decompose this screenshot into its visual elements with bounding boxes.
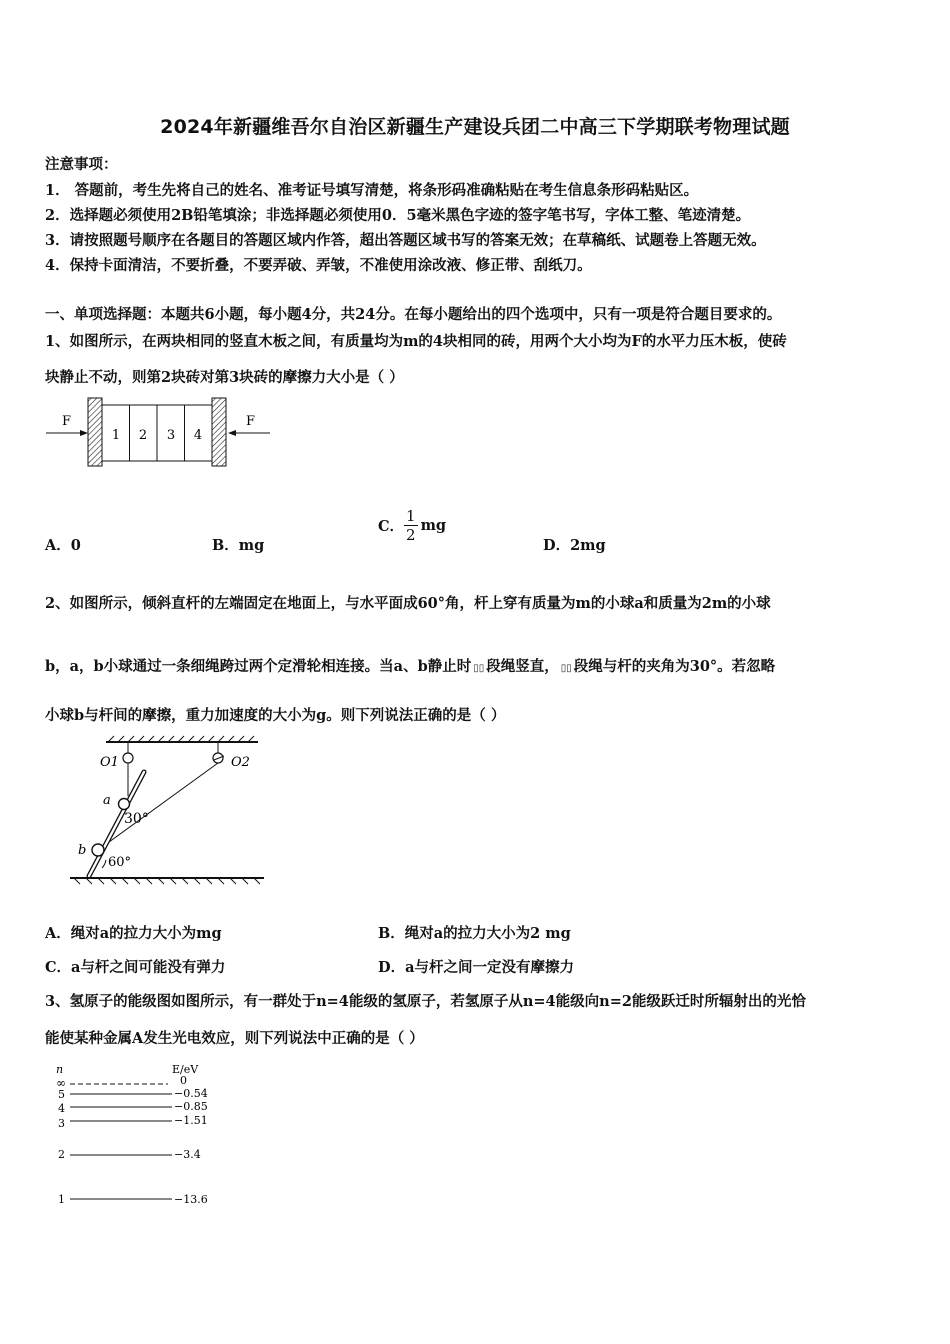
level-e-inf: 0 [180, 1074, 187, 1087]
brick-label-3: 3 [166, 428, 176, 443]
level-n-2: 2 [58, 1148, 65, 1161]
q3-energy-level-diagram [48, 1060, 228, 1210]
notice-item-1: 1． 答题前，考生先将自己的姓名、准考证号填写清楚，将条形码准确粘贴在考生信息条形码粘贴区。 [45, 182, 699, 199]
q3-stem-line2: 能使某种金属A发生光电效应，则下列说法中正确的是（ ） [45, 1030, 424, 1047]
broken-image-icon: ▯▯ [473, 663, 485, 674]
level-n-inf: ∞ [56, 1076, 66, 1090]
level-n-4: 4 [58, 1102, 65, 1115]
rope-inclined [98, 763, 218, 850]
pulley-o1 [123, 753, 133, 763]
q2-stem-line3: 小球b与杆间的摩擦，重力加速度的大小为g。则下列说法正确的是（ ） [45, 707, 506, 724]
q1-stem-line1: 1、如图所示，在两块相同的竖直木板之间，有质量均为m的4块相同的砖，用两个大小均为F的水平力压木板，使砖 [45, 333, 787, 350]
n-axis-label: n [56, 1063, 64, 1076]
brick-label-2: 2 [138, 428, 148, 443]
level-n-1: 1 [58, 1193, 65, 1206]
q2-option-a: A．绳对a的拉力大小为mg [45, 925, 222, 942]
level-n-3: 3 [58, 1117, 65, 1130]
label-o1: O1 [100, 755, 119, 770]
q1-option-d: D．2mg [543, 537, 606, 554]
level-e-3: −1.51 [174, 1114, 208, 1127]
label-b: b [78, 843, 87, 858]
q3-stem-line1: 3、氢原子的能级图如图所示，有一群处于n=4能级的氢原子，若氢原子从n=4能级向n=2能级跃迁时所辐射出的光恰 [45, 993, 806, 1010]
level-e-1: −13.6 [174, 1193, 208, 1206]
q1-stem-line2: 块静止不动，则第2块砖对第3块砖的摩擦力大小是（ ） [45, 369, 404, 386]
q2-stem-line2: b，a，b小球通过一条细绳跨过两个定滑轮相连接。当a、b静止时 ▯▯ 段绳竖直， ▯▯ 段绳与杆的夹角为30°。若忽略 [45, 658, 776, 675]
q2-option-c: C．a与杆之间可能没有弹力 [45, 959, 226, 976]
level-e-2: −3.4 [174, 1148, 201, 1161]
ball-a [119, 799, 130, 810]
q1-option-c: C． $\frac{1}{2}$ mg [378, 507, 447, 544]
level-n-5: 5 [58, 1088, 65, 1101]
left-force-label: F [62, 414, 72, 429]
notice-item-2: 2．选择题必须使用2B铅笔填涂；非选择题必须使用0．5毫米黑色字迹的签字笔书写，字体工整、笔迹清楚。 [45, 207, 751, 224]
brick-label-4: 4 [193, 428, 203, 443]
angle-60-label: 60° [108, 855, 132, 870]
broken-image-icon: ▯▯ [560, 663, 572, 674]
energy-axis-label: E/eV [172, 1063, 199, 1076]
left-board [88, 398, 102, 466]
q2-rod-pulley-figure [66, 732, 272, 886]
right-board [212, 398, 226, 466]
q1-brick-figure [44, 394, 274, 470]
brick-label-1: 1 [111, 428, 121, 443]
notice-item-3: 3．请按照题号顺序在各题目的答题区域内作答，超出答题区域书写的答案无效；在草稿纸、试题卷上答题无效。 [45, 232, 766, 249]
angle-30-label: 30° [124, 811, 149, 827]
section-heading: 一、单项选择题：本题共6小题，每小题4分，共24分。在每小题给出的四个选项中，只有一项是符合题目要求的。 [45, 306, 782, 323]
page-title: 2024年新疆维吾尔自治区新疆生产建设兵团二中高三下学期联考物理试题 [160, 116, 790, 138]
q2-option-b: B．绳对a的拉力大小为2 mg [378, 925, 571, 942]
notice-item-4: 4．保持卡面清洁，不要折叠，不要弄破、弄皱，不准使用涂改液、修正带、刮纸刀。 [45, 257, 592, 274]
q2-stem-line1: 2、如图所示，倾斜直杆的左端固定在地面上，与水平面成60°角，杆上穿有质量为m的小球a和质量为2m的小球 [45, 595, 771, 612]
q2-option-d: D．a与杆之间一定没有摩擦力 [378, 959, 574, 976]
level-e-4: −0.85 [174, 1100, 208, 1113]
label-o2: O2 [231, 755, 250, 770]
label-a: a [103, 793, 111, 808]
fraction-one-half: $\frac{1}{2}$ [406, 507, 416, 544]
level-e-5: −0.54 [174, 1087, 208, 1100]
right-force-label: F [246, 414, 256, 429]
q1-option-b: B．mg [212, 537, 265, 554]
notice-heading: 注意事项： [45, 156, 118, 173]
q1-option-a: A．0 [45, 537, 81, 554]
ball-b [92, 844, 104, 856]
